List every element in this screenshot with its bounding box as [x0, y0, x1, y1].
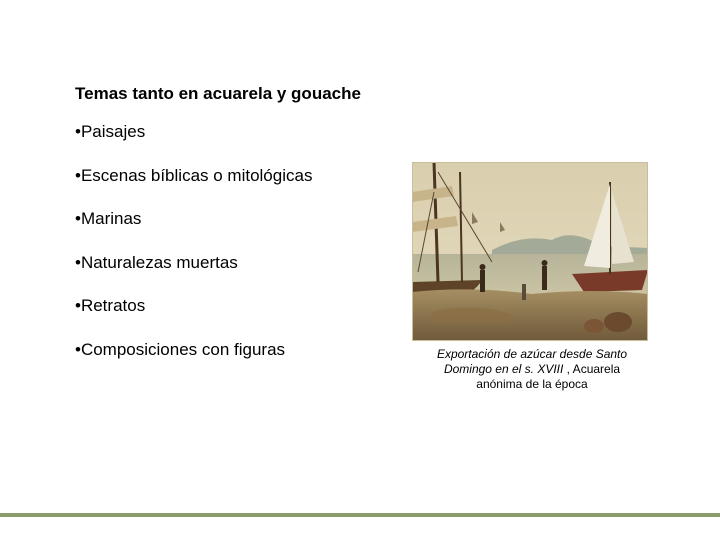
bullet-item: •Retratos: [75, 296, 146, 315]
painting-image: [412, 162, 648, 341]
bullet-item: •Paisajes: [75, 122, 146, 141]
slide-heading: Temas tanto en acuarela y gouache: [75, 84, 361, 103]
bottom-divider: [0, 513, 720, 517]
bullet-item: •Composiciones con figuras: [75, 339, 286, 359]
painting-caption: [428, 347, 636, 392]
bullet-list: [75, 122, 312, 383]
bullet-item: •Escenas bíblicas o mitológicas: [75, 165, 313, 185]
watercolor-illustration: [412, 162, 648, 341]
caption-line: [428, 362, 636, 377]
caption-medium-part: , Acuarela: [563, 362, 621, 376]
bullet-item: •Naturalezas muertas: [75, 252, 238, 272]
caption-title-part: Domingo en el s. XVIII: [443, 362, 564, 376]
bullet-item: •Marinas: [75, 209, 142, 228]
caption-line: Exportación de azúcar desde Santo: [436, 347, 628, 361]
caption-line: anónima de la época: [476, 377, 588, 391]
